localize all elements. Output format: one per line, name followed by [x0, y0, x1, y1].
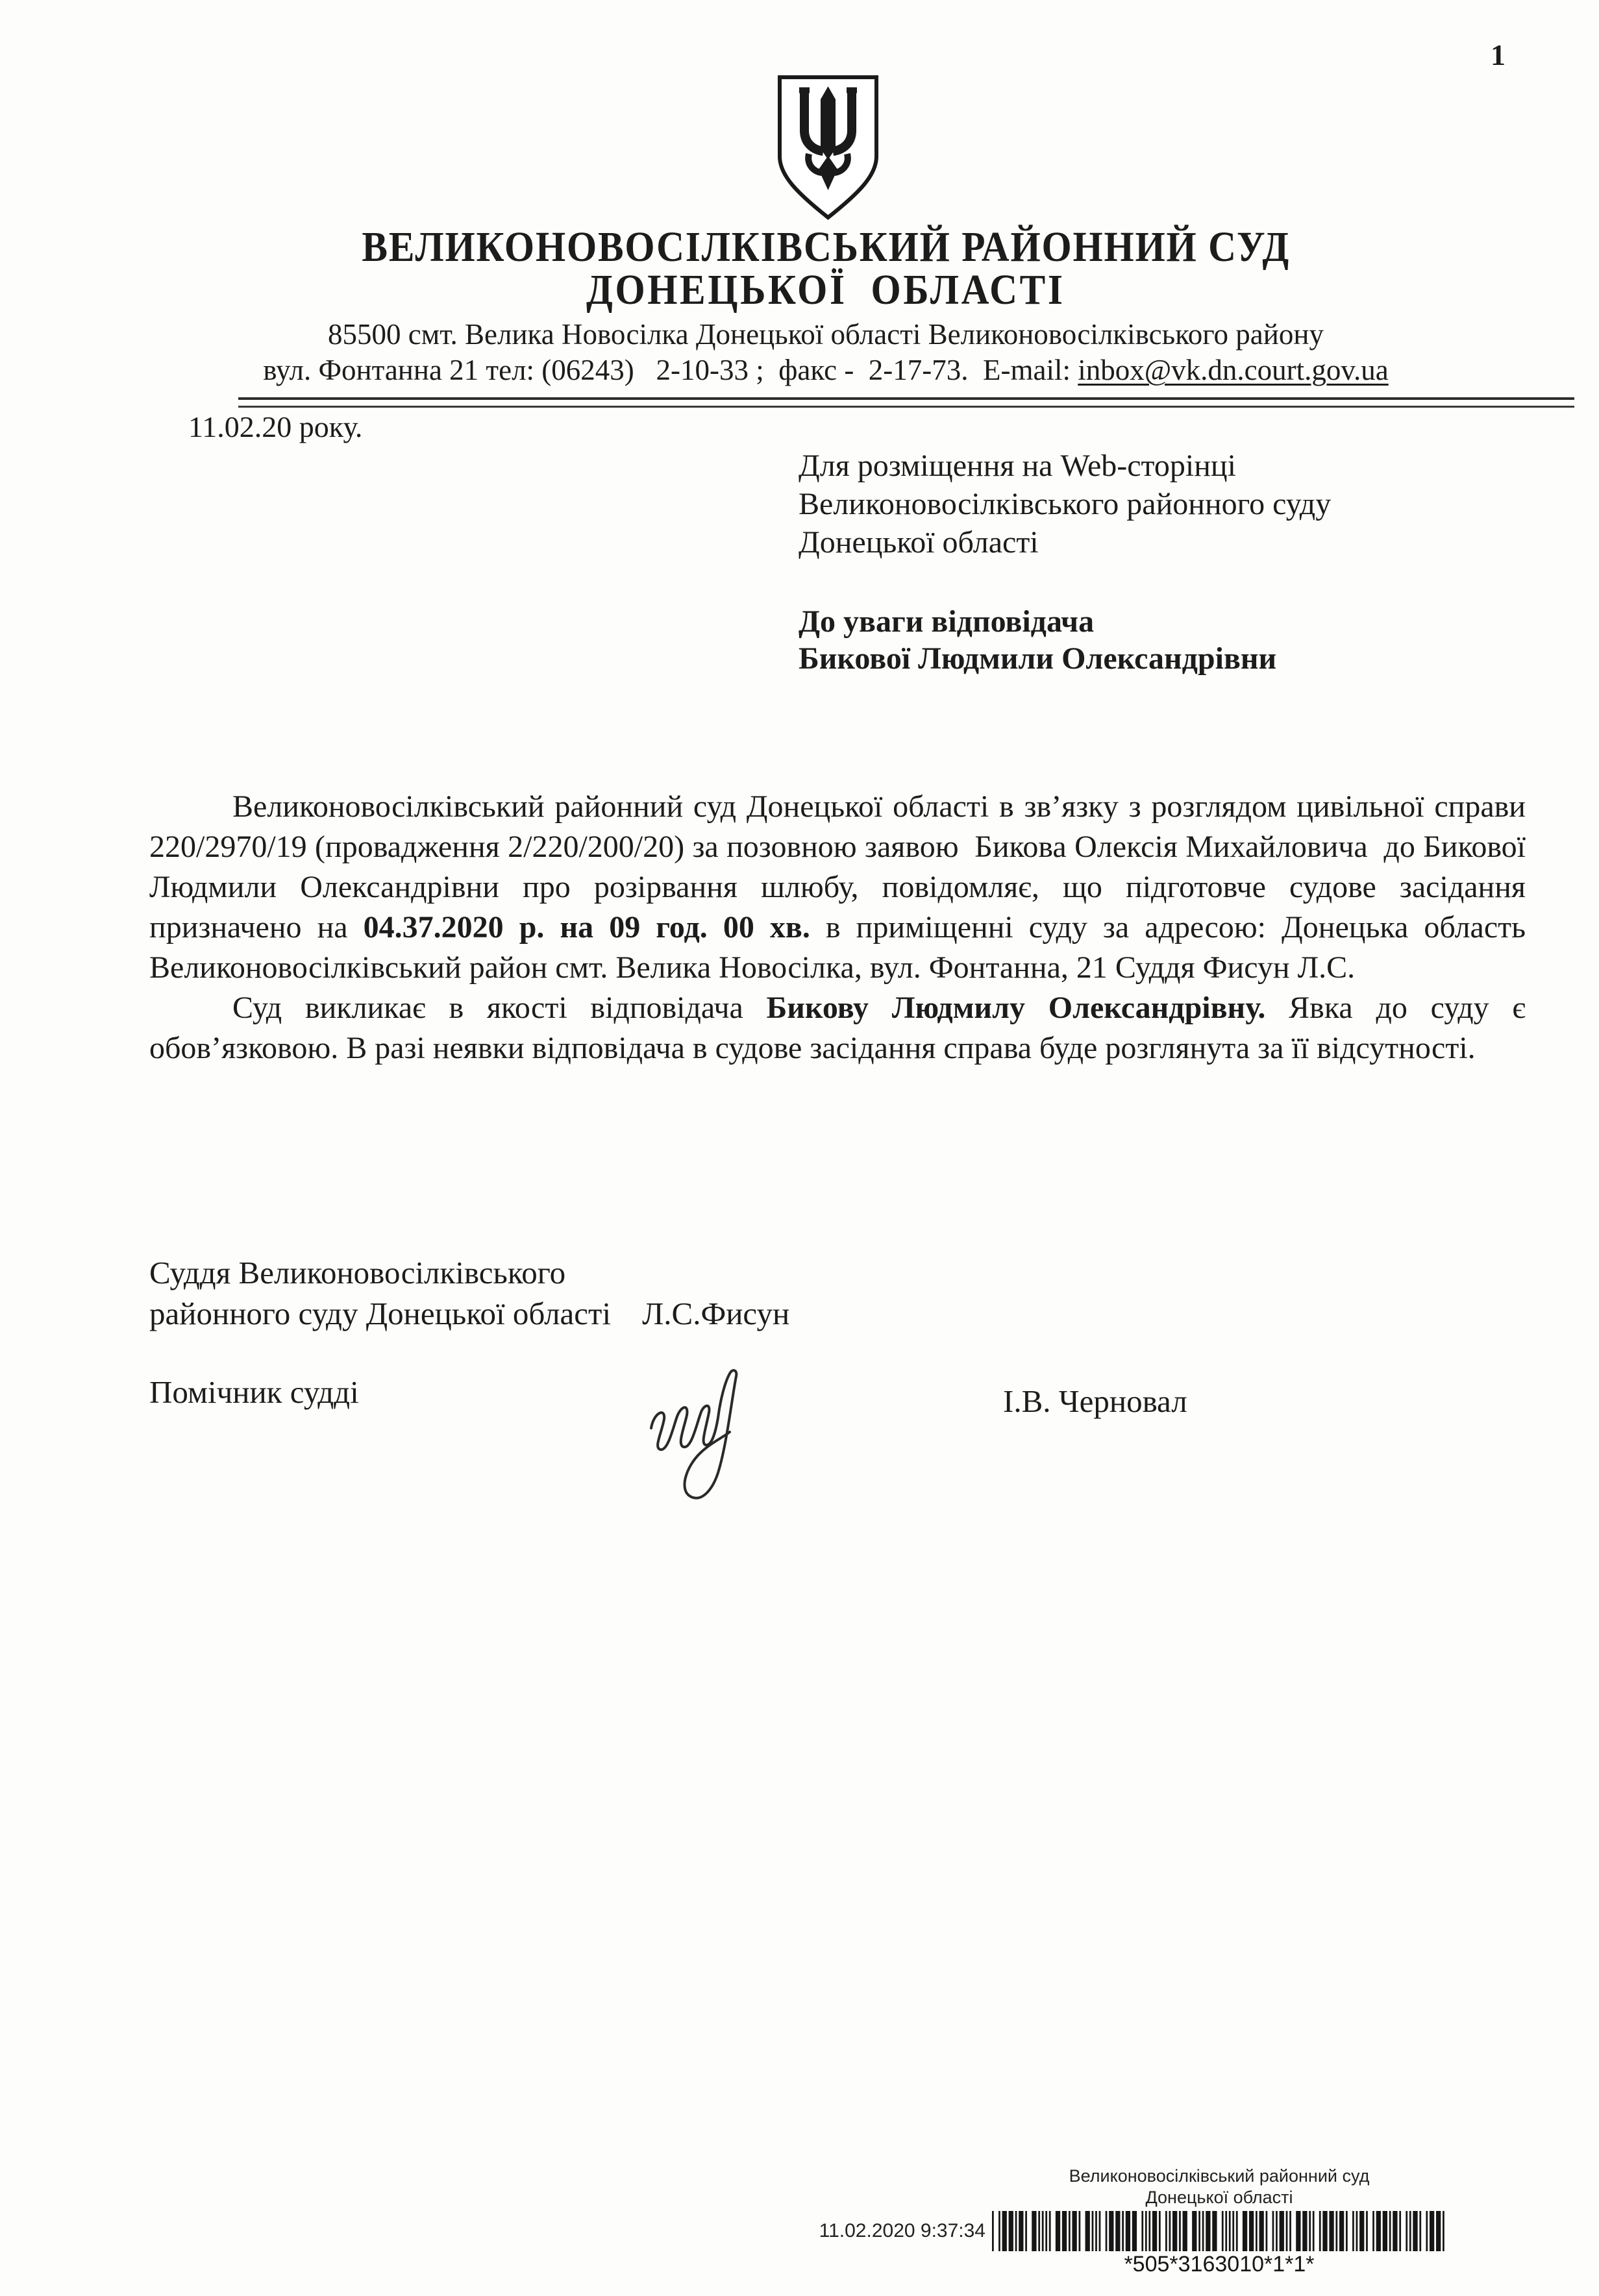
- attention-block: [799, 603, 1276, 677]
- recipient-block: [799, 447, 1331, 562]
- footer-court-line1: Великоновосілківський районний суд: [1069, 2166, 1370, 2186]
- court-email-link[interactable]: inbox@vk.dn.court.gov.ua: [1078, 354, 1389, 386]
- assistant-name: І.В. Черновал: [1003, 1383, 1187, 1419]
- body-paragraph-2: [149, 988, 1526, 1068]
- attention-line: До уваги відповідача: [799, 604, 1095, 639]
- attention-line: Бикової Людмили Олександрівни: [799, 641, 1277, 676]
- footer-court-line2: Донецької області: [1145, 2188, 1293, 2207]
- judge-signature-block: [149, 1252, 789, 1334]
- p1-text-cont: в приміщенні суду за адресою: Донецька область Великоновосілківський район смт. Велика Новосілка, вул. Фонтанна, 21 Суддя Фисун Л.С.: [149, 910, 1526, 985]
- court-title-line1-text: ВЕЛИКОНОВОСІЛКІВСЬКИЙ РАЙОННИЙ СУД: [362, 223, 1290, 271]
- court-contacts-text: вул. Фонтанна 21 тел: (06243) 2-10-33 ; факс - 2-17-73. E-mail:: [263, 354, 1078, 386]
- barcode-text: *505*3163010*1*1*: [1124, 2252, 1315, 2277]
- court-title-line2-text: ДОНЕЦЬКОЇ ОБЛАСТІ: [586, 266, 1065, 314]
- assistant-label: Помічник судді: [149, 1374, 359, 1410]
- recipient-line: Донецької області: [799, 525, 1039, 560]
- judge-name: Л.С.Фисун: [642, 1296, 790, 1331]
- court-contacts-line: [53, 352, 1598, 388]
- handwritten-signature: [639, 1355, 808, 1527]
- court-title-line2: [53, 266, 1598, 314]
- court-title-line1: [53, 223, 1598, 271]
- p2-text: Суд викликає в якості відповідача: [232, 991, 767, 1025]
- p1-text: Великоновосілківський районний суд Донецької області в зв’язку з розглядом цивільної справи 220/2970/19 (провадження 2/220/200/20) за позовною заявою Бикова Олексія Михайловича до Бикової Людмили Олександрівни про розірвання шлюбу, повідомляє, що підготовче судове засідання призначено на: [149, 789, 1526, 944]
- recipient-line: Для розміщення на Web-сторінці: [799, 449, 1236, 483]
- header-divider: [238, 397, 1574, 408]
- defendant-name: Бикову Людмилу Олександрівну.: [766, 991, 1266, 1025]
- body-paragraph-1: [149, 787, 1526, 988]
- page-number: 1: [1491, 38, 1506, 71]
- p2-text-cont: Явка до суду є обов’язковою. В разі неявки відповідача в судове засідання справа буде розглянута за її відсутності.: [149, 991, 1526, 1065]
- judge-title-line1: Суддя Великоновосілківського: [149, 1255, 566, 1290]
- footer-timestamp: 11.02.2020 9:37:34: [819, 2220, 985, 2241]
- court-address-line: 85500 смт. Велика Новосілка Донецької області Великоновосілківського району: [328, 318, 1324, 351]
- ukraine-trident-emblem: [775, 73, 882, 223]
- document-date: 11.02.20 року.: [188, 410, 363, 443]
- recipient-line: Великоновосілківського районного суду: [799, 487, 1332, 521]
- judge-title-text: районного суду Донецької області: [149, 1296, 612, 1331]
- footer-stamp: [990, 2166, 1448, 2275]
- notice-body: [149, 787, 1526, 1068]
- hearing-datetime: 04.37.2020 р. на 09 год. 00 хв.: [363, 910, 810, 944]
- code39-barcode: [992, 2211, 1446, 2251]
- judge-title-line2: [149, 1293, 789, 1334]
